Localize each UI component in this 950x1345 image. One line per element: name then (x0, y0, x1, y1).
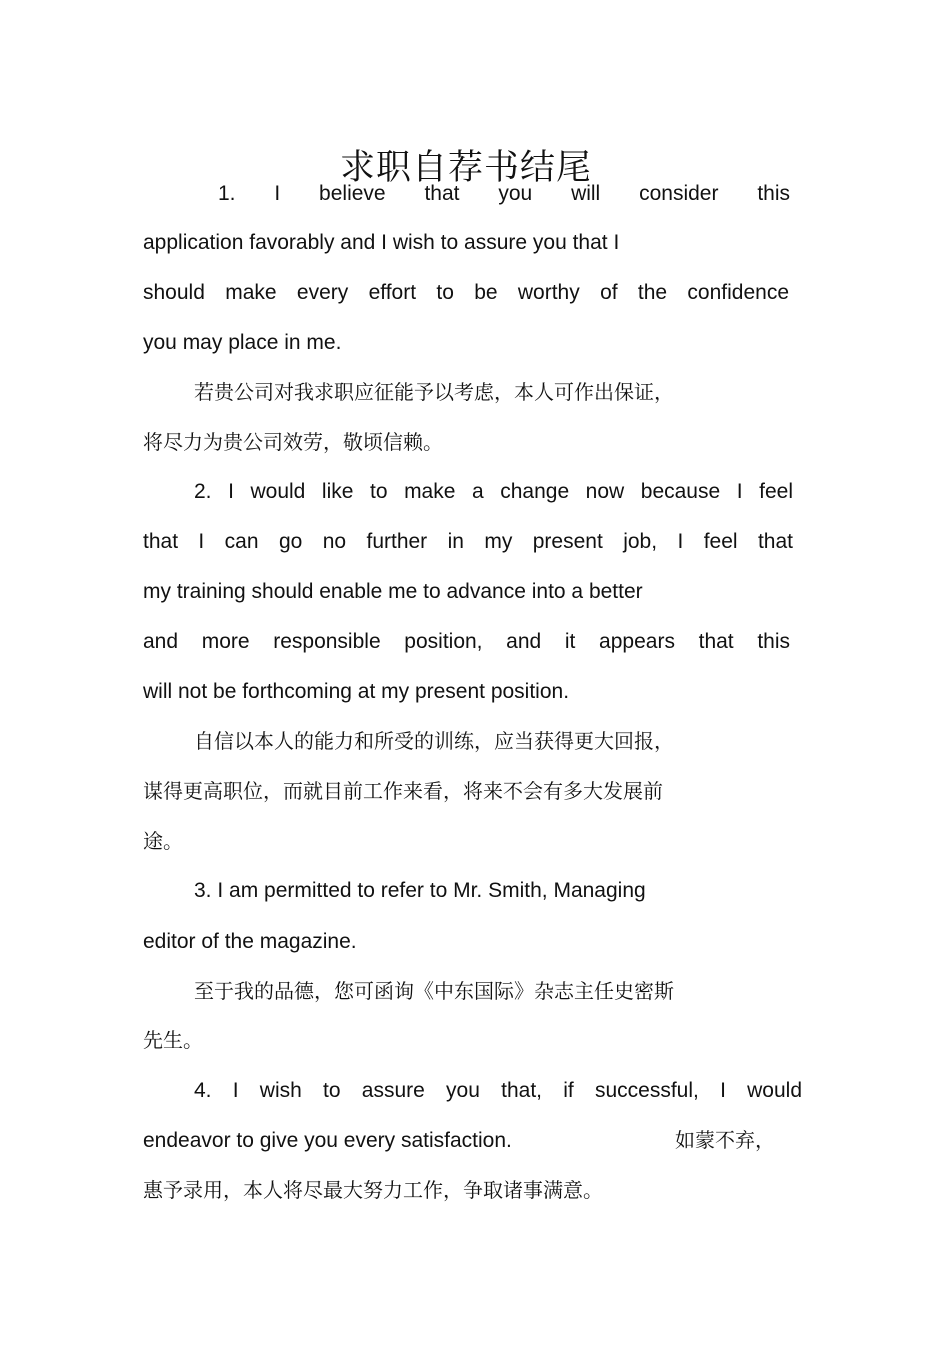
paragraph-3-cn-line-2: 先生。 (143, 1028, 203, 1052)
paragraph-2-cn-line-3: 途。 (143, 829, 183, 853)
paragraph-2-line-2: that I can go no further in my present job, I feel that (143, 530, 793, 553)
paragraph-1-line-2: application favorably and I wish to assure you that I (143, 231, 620, 254)
paragraph-1-line-1: 1. I believe that you will consider this (218, 182, 790, 205)
paragraph-1-cn-line-1: 若贵公司对我求职应征能予以考虑，本人可作出保证， (194, 380, 674, 404)
paragraph-2-line-3: my training should enable me to advance into a better (143, 580, 643, 603)
paragraph-1-cn-line-2: 将尽力为贵公司效劳，敬顷信赖。 (143, 430, 443, 454)
paragraph-4-cn-inline: 如蒙不弃， (675, 1128, 775, 1152)
paragraph-2-cn-line-1: 自信以本人的能力和所受的训练，应当获得更大回报， (194, 729, 674, 753)
paragraph-4-line-1: 4. I wish to assure you that, if successful, I would (194, 1079, 802, 1102)
paragraph-1-line-3: should make every effort to be worthy of the confidence (143, 281, 789, 304)
paragraph-3-line-1: 3. I am permitted to refer to Mr. Smith, Managing (194, 879, 646, 902)
paragraph-2-line-1: 2. I would like to make a change now because I feel (194, 480, 793, 503)
paragraph-2-line-4: and more responsible position, and it appears that this (143, 630, 790, 653)
paragraph-3-cn-line-1: 至于我的品德，您可函询《中东国际》杂志主任史密斯 (194, 979, 674, 1003)
paragraph-2-cn-line-2: 谋得更高职位，而就目前工作来看，将来不会有多大发展前 (143, 779, 663, 803)
paragraph-2-line-5: will not be forthcoming at my present position. (143, 680, 570, 703)
page-title: 求职自荐书结尾 (339, 148, 592, 189)
paragraph-4-cn-line-1: 惠予录用，本人将尽最大努力工作，争取诸事满意。 (143, 1178, 603, 1202)
paragraph-4-line-2: endeavor to give you every satisfaction. (143, 1129, 512, 1152)
paragraph-1-line-4: you may place in me. (143, 331, 342, 354)
paragraph-3-line-2: editor of the magazine. (143, 930, 357, 953)
